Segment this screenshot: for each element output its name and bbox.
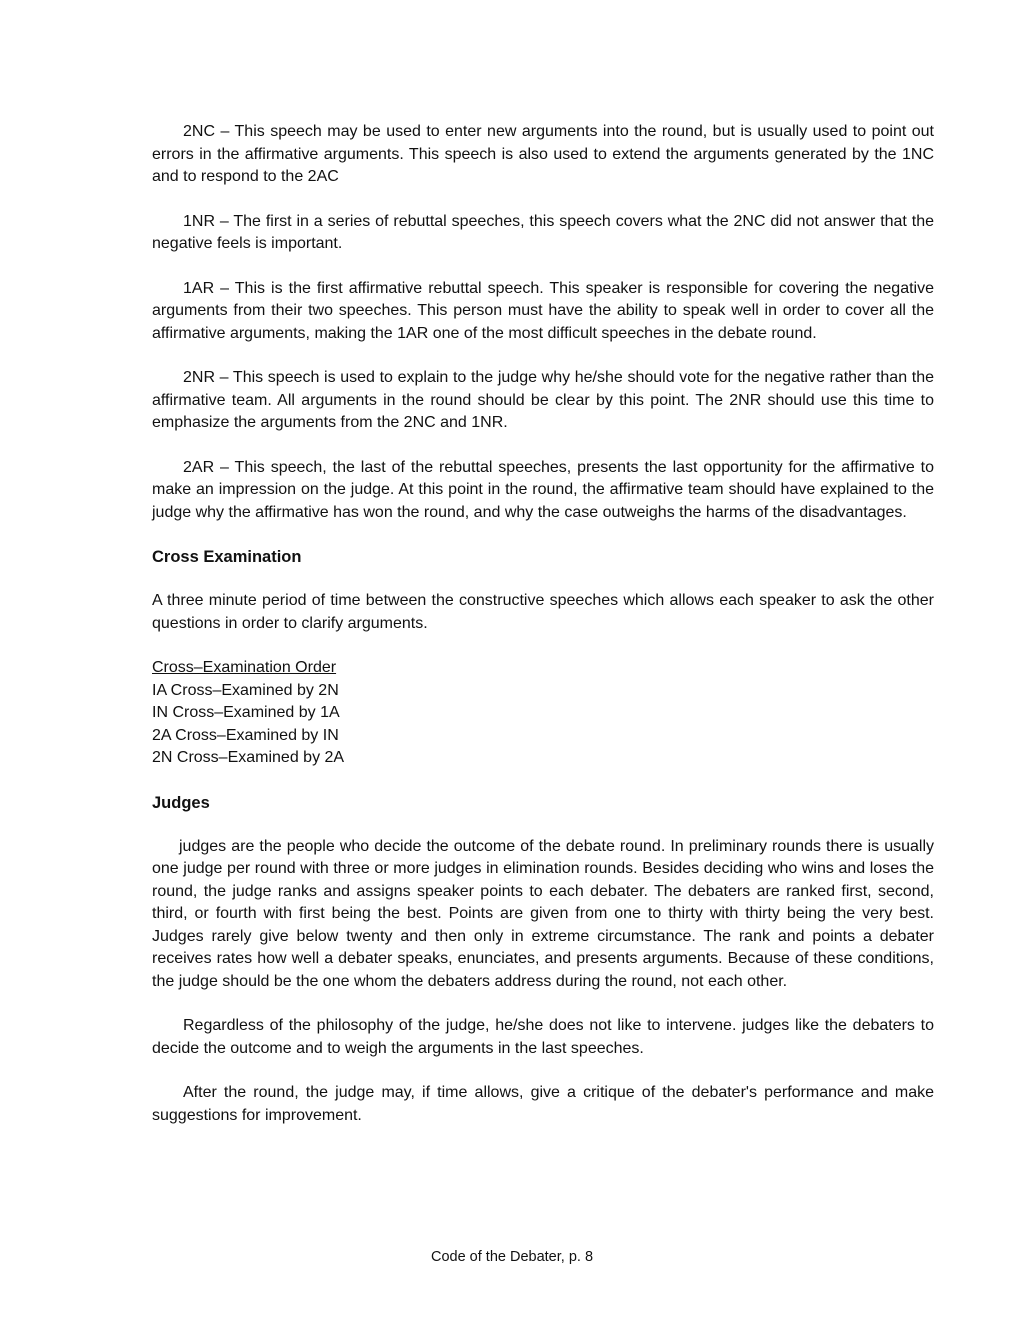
document-page [152, 121, 934, 1149]
order-line: 2A Cross–Examined by IN [152, 726, 339, 744]
judges-heading: Judges [152, 793, 210, 812]
paragraph-2nr: 2NR – This speech is used to explain to the judge why he/she should vote for the negative rather than the affirmative team. All arguments in the round should be clear by this point. The 2NR should use this time to emphasize the arguments from the 2NC and 1NR. [152, 369, 934, 431]
page-footer: Code of the Debater, p. 8 [430, 1249, 594, 1265]
order-line: IN Cross–Examined by 1A [152, 704, 340, 721]
paragraph-2ar: 2AR – This speech, the last of the rebuttal speeches, presents the last opportunity for the affirmative to make an impression on the judge. At this point in the round, the affirmative team should have explained to the judge why the affirmative has won the round, and why the case outweighs the harms of the disadvantages. [152, 458, 934, 521]
judges-paragraph: judges are the people who decide the outcome of the debate round. In preliminary rounds there is usually one judge per round with three or more judges in elimination rounds. Besides deciding who wins and loses the round, the judge ranks and assigns speaker points to each debater. The debaters are ranked first, second, third, or fourth with first being the best. Points are given from one to thirty with thirty being the very best. Judges rarely give below twenty and then only in extreme circumstance. The rank and points a debater receives rates how well a debater speaks, enunciates, and presents arguments. Because of these conditions, the judge should be the one whom the debaters address during the round, not each other. [152, 837, 934, 990]
order-line: 2N Cross–Examined by 2A [152, 749, 345, 766]
judges-paragraph: After the round, the judge may, if time allows, give a critique of the debater's performance and make suggestions for improvement. [152, 1084, 934, 1124]
cross-examination-order-title: Cross–Examination Order [152, 659, 337, 676]
judges-paragraph: Regardless of the philosophy of the judge, he/she does not like to intervene. judges like the debaters to decide the outcome and to weigh the arguments in the last speeches. [152, 1017, 934, 1057]
paragraph-1ar: 1AR – This is the first affirmative rebuttal speech. This speaker is responsible for covering the negative arguments from their two speeches. This person must have the ability to speak well in order to cover all the affirmative arguments, making the 1AR one of the most difficult speeches in the debate round. [152, 279, 934, 342]
order-line: IA Cross–Examined by 2N [152, 681, 339, 699]
cross-examination-body: A three minute period of time between the constructive speeches which allows each speaker to ask the other questions in order to clarify arguments. [152, 592, 934, 632]
paragraph-1nr: 1NR – The first in a series of rebuttal speeches, this speech covers what the 2NC did not answer that the negative feels is important. [152, 212, 934, 252]
cross-examination-heading: Cross Examination [152, 548, 302, 566]
cross-examination-order [152, 657, 934, 770]
paragraph-2nc: 2NC – This speech may be used to enter new arguments into the round, but is usually used to point out errors in the affirmative arguments. This speech is also used to extend the arguments generated by the 1NC and to respond to the 2AC [152, 123, 934, 185]
